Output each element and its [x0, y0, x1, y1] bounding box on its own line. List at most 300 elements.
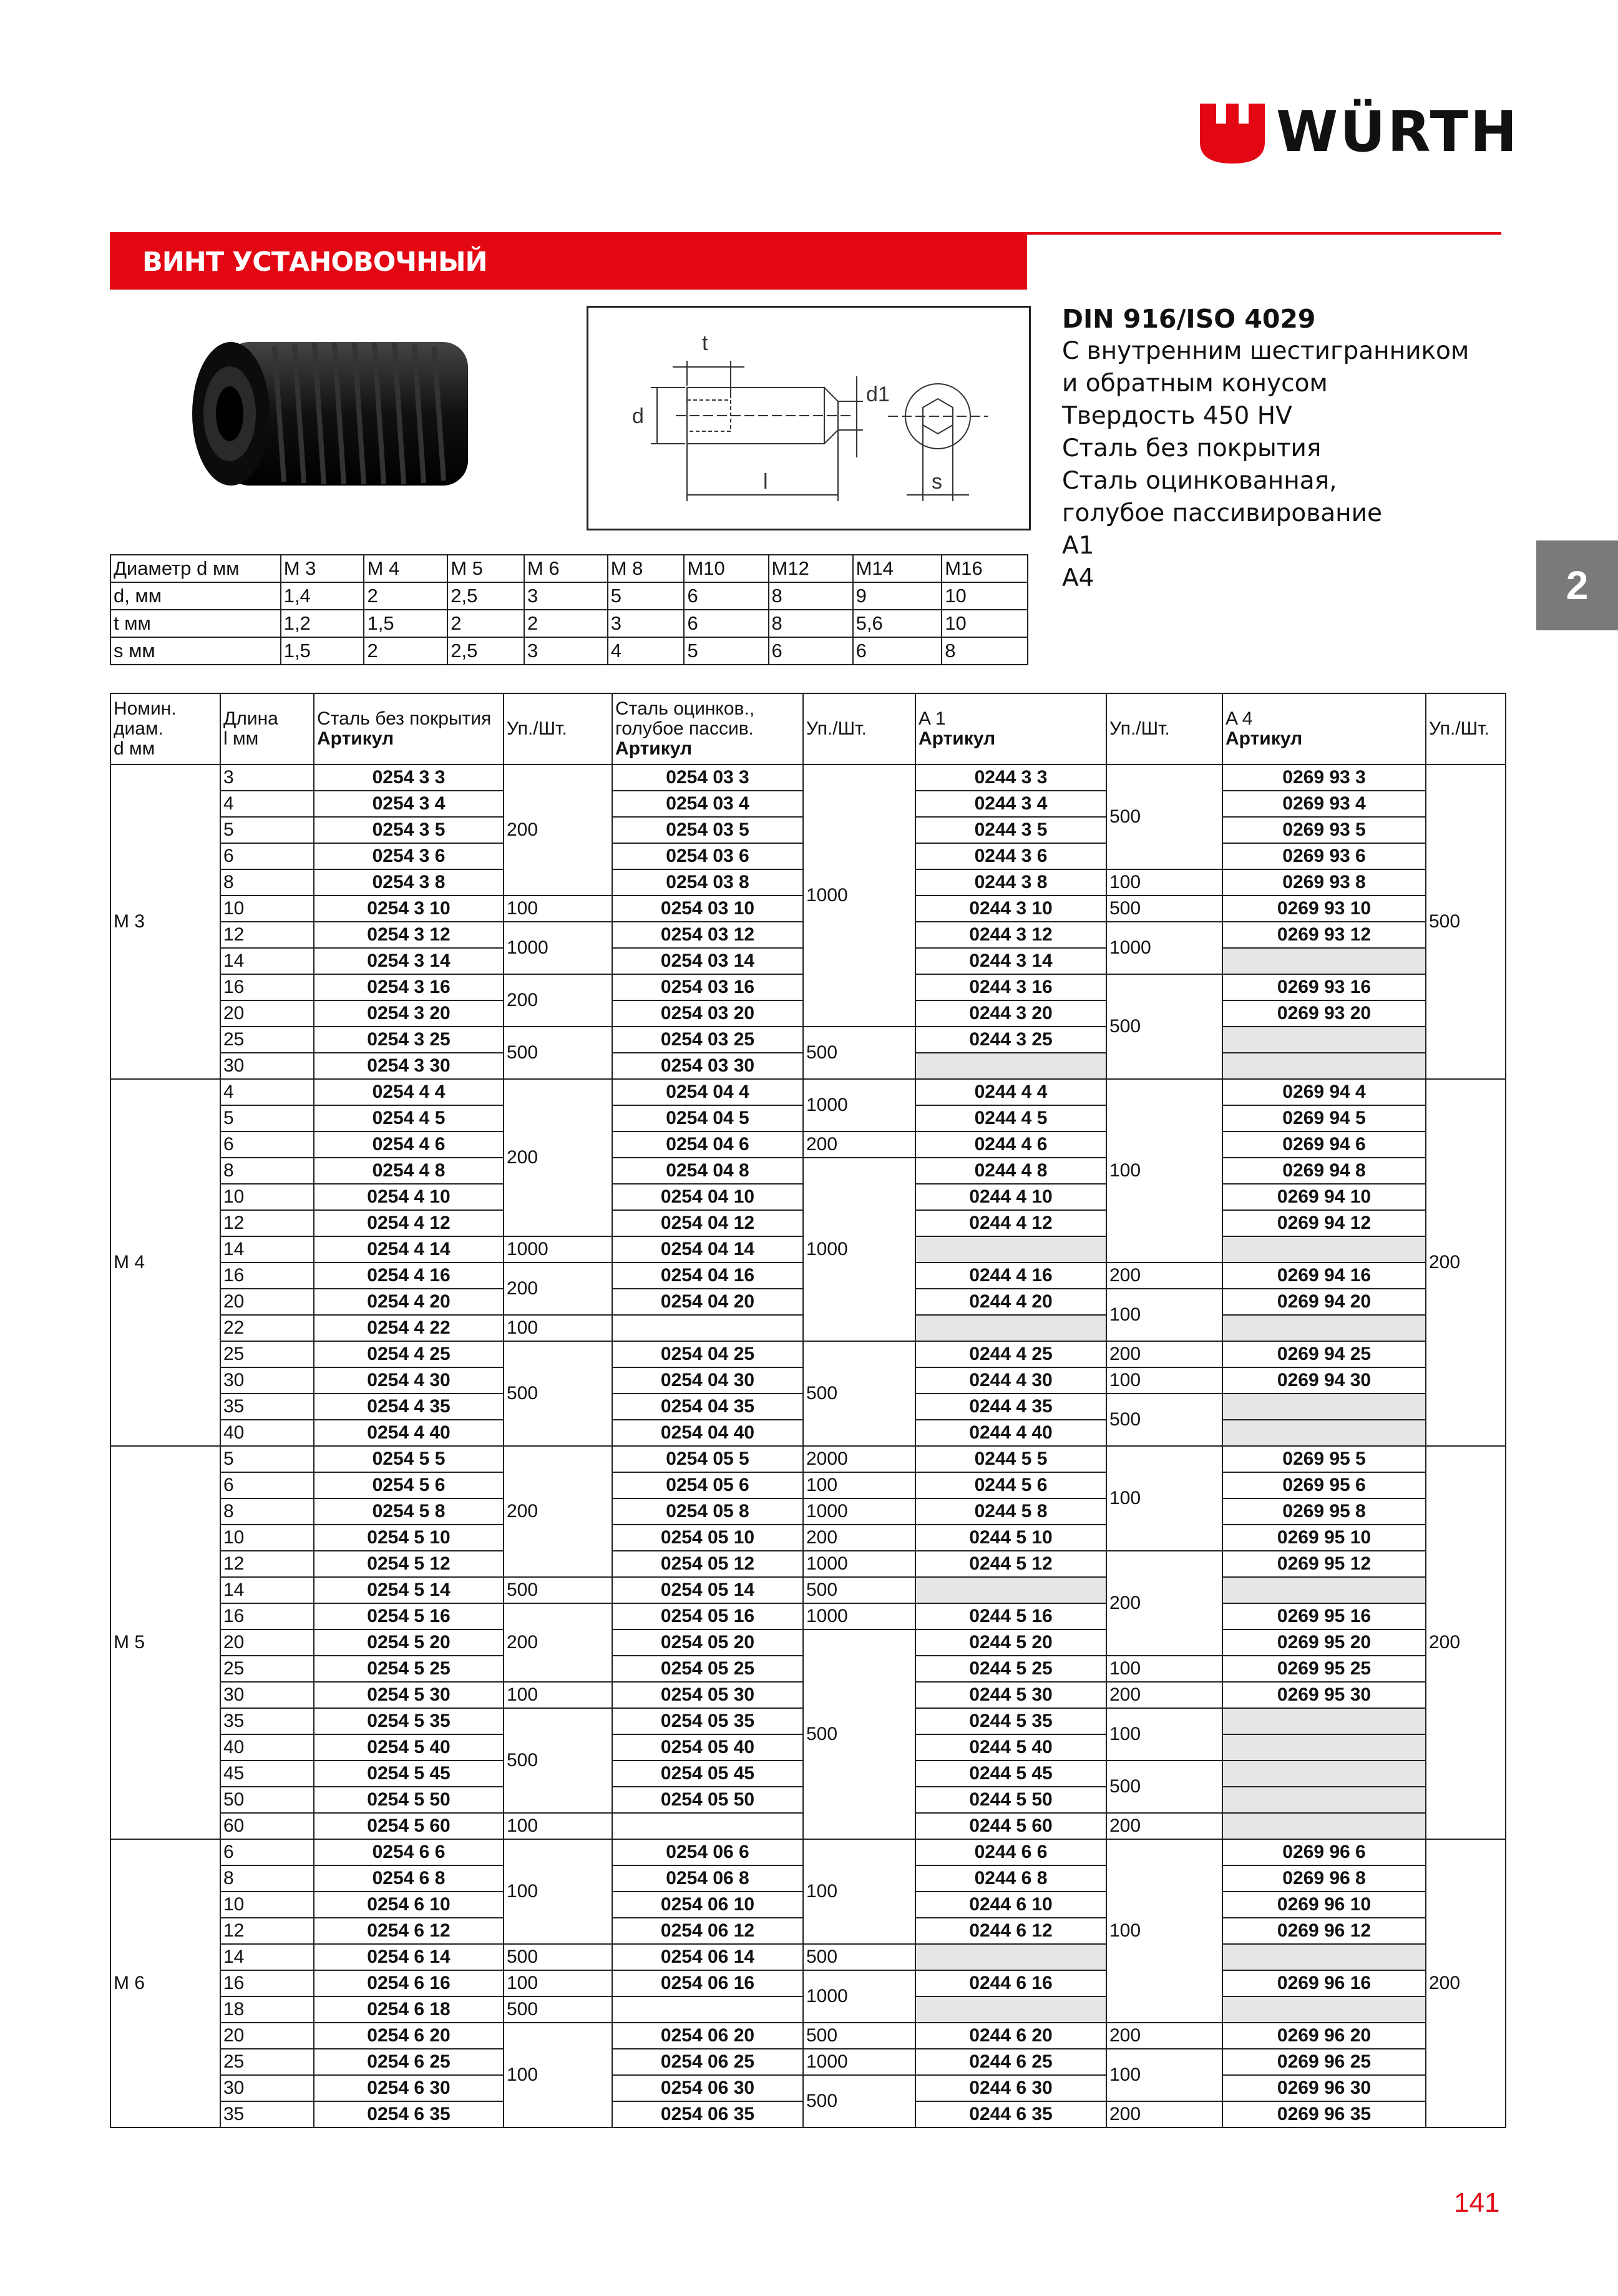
- col-a1-article: [915, 693, 1106, 765]
- steel-article-cell[interactable]: 0254 5 20: [314, 1629, 504, 1656]
- steel-article-cell[interactable]: 0254 5 30: [314, 1682, 504, 1708]
- zinc-article-cell[interactable]: 0254 06 35: [612, 2101, 803, 2127]
- a1-article-cell[interactable]: 0244 6 20: [915, 2023, 1106, 2049]
- zinc-article-cell[interactable]: 0254 05 50: [612, 1787, 803, 1813]
- steel-article-cell[interactable]: 0254 4 6: [314, 1131, 504, 1158]
- dimensions-table: [110, 554, 1028, 665]
- zinc-article-cell[interactable]: 0254 04 14: [612, 1236, 803, 1263]
- a4-article-cell[interactable]: 0269 96 12: [1222, 1918, 1426, 1944]
- steel-article-cell[interactable]: 0254 6 6: [314, 1839, 504, 1865]
- zinc-article-cell[interactable]: 0254 03 14: [612, 948, 803, 974]
- dims-cell: 1,5: [364, 610, 447, 637]
- zinc-article-cell[interactable]: 0254 04 20: [612, 1289, 803, 1315]
- zinc-article-cell[interactable]: 0254 03 3: [612, 765, 803, 791]
- zinc-article-cell[interactable]: 0254 06 14: [612, 1944, 803, 1970]
- zinc-article-cell[interactable]: 0254 06 12: [612, 1918, 803, 1944]
- a1-article-cell[interactable]: 0244 5 8: [915, 1498, 1106, 1525]
- zinc-article-cell[interactable]: 0254 03 10: [612, 896, 803, 922]
- length-cell: 12: [220, 1551, 314, 1577]
- steel-article-cell[interactable]: 0254 3 6: [314, 843, 504, 869]
- a1-article-cell[interactable]: 0244 3 8: [915, 869, 1106, 896]
- a1-article-cell[interactable]: 0244 4 16: [915, 1263, 1106, 1289]
- table-row: [110, 1970, 1506, 1996]
- a4-article-cell[interactable]: 0269 93 10: [1222, 896, 1426, 922]
- zinc-pack-cell: 2000: [803, 1446, 915, 1472]
- a1-article-cell: [915, 1577, 1106, 1603]
- zinc-article-cell[interactable]: 0254 06 6: [612, 1839, 803, 1865]
- steel-article-cell[interactable]: 0254 4 14: [314, 1236, 504, 1263]
- zinc-article-cell[interactable]: 0254 03 30: [612, 1053, 803, 1079]
- a4-article-cell[interactable]: 0269 93 8: [1222, 869, 1426, 896]
- a4-article-cell[interactable]: 0269 96 30: [1222, 2075, 1426, 2101]
- table-row: [110, 2023, 1506, 2049]
- table-row: [110, 1158, 1506, 1184]
- a1-article-cell[interactable]: 0244 3 20: [915, 1000, 1106, 1027]
- header-text: Сталь без покрытия: [317, 708, 492, 729]
- length-cell: 18: [220, 1996, 314, 2023]
- a4-article-cell[interactable]: 0269 95 25: [1222, 1656, 1426, 1682]
- a4-article-cell[interactable]: 0269 94 5: [1222, 1105, 1426, 1131]
- steel-article-cell[interactable]: 0254 3 8: [314, 869, 504, 896]
- a4-article-cell[interactable]: 0269 96 6: [1222, 1839, 1426, 1865]
- header-text: d мм: [114, 738, 155, 759]
- steel-pack-cell: 100: [504, 1682, 612, 1708]
- steel-article-cell[interactable]: 0254 6 12: [314, 1918, 504, 1944]
- steel-article-cell[interactable]: 0254 5 40: [314, 1734, 504, 1761]
- a1-article-cell[interactable]: 0244 4 10: [915, 1184, 1106, 1210]
- a1-article-cell[interactable]: 0244 5 5: [915, 1446, 1106, 1472]
- steel-pack-cell: 500: [504, 1944, 612, 1970]
- zinc-article-cell[interactable]: 0254 04 40: [612, 1420, 803, 1446]
- table-row: [110, 1551, 1506, 1577]
- a1-article-cell[interactable]: 0244 3 25: [915, 1027, 1106, 1053]
- header-text: Номин.: [114, 698, 177, 719]
- dims-cell: M10: [684, 555, 768, 582]
- table-row: [110, 1944, 1506, 1970]
- steel-article-cell[interactable]: 0254 6 14: [314, 1944, 504, 1970]
- a4-article-cell[interactable]: 0269 94 6: [1222, 1131, 1426, 1158]
- zinc-article-cell[interactable]: 0254 05 40: [612, 1734, 803, 1761]
- a4-article-cell[interactable]: 0269 96 25: [1222, 2049, 1426, 2075]
- a4-pack-cell: 500: [1426, 765, 1506, 1079]
- a1-article-cell[interactable]: 0244 5 6: [915, 1472, 1106, 1498]
- length-cell: 12: [220, 1918, 314, 1944]
- a1-article-cell[interactable]: 0244 5 20: [915, 1629, 1106, 1656]
- a1-pack-cell: 100: [1106, 1656, 1222, 1682]
- a4-article-cell[interactable]: 0269 93 20: [1222, 1000, 1426, 1027]
- header-text: диам.: [114, 718, 163, 739]
- a1-article-cell[interactable]: 0244 3 6: [915, 843, 1106, 869]
- zinc-article-cell[interactable]: 0254 04 30: [612, 1367, 803, 1394]
- steel-article-cell[interactable]: 0254 3 20: [314, 1000, 504, 1027]
- length-cell: 14: [220, 1236, 314, 1263]
- steel-article-cell[interactable]: 0254 4 4: [314, 1079, 504, 1105]
- a1-article-cell[interactable]: 0244 5 40: [915, 1734, 1106, 1761]
- steel-article-cell[interactable]: 0254 4 40: [314, 1420, 504, 1446]
- a4-article-cell[interactable]: 0269 93 4: [1222, 791, 1426, 817]
- a1-pack-cell: 200: [1106, 2101, 1222, 2127]
- steel-article-cell[interactable]: 0254 6 16: [314, 1970, 504, 1996]
- a1-article-cell[interactable]: 0244 5 10: [915, 1525, 1106, 1551]
- dims-cell: M12: [769, 555, 853, 582]
- length-cell: 14: [220, 1577, 314, 1603]
- steel-article-cell[interactable]: 0254 5 45: [314, 1761, 504, 1787]
- zinc-article-cell[interactable]: 0254 03 12: [612, 922, 803, 948]
- table-row: [110, 1525, 1506, 1551]
- zinc-pack-cell: 1000: [803, 765, 915, 1027]
- steel-article-cell[interactable]: 0254 6 35: [314, 2101, 504, 2127]
- a4-article-cell: [1222, 1813, 1426, 1839]
- steel-article-cell[interactable]: 0254 6 18: [314, 1996, 504, 2023]
- steel-article-cell[interactable]: 0254 3 30: [314, 1053, 504, 1079]
- steel-article-cell[interactable]: 0254 3 12: [314, 922, 504, 948]
- desc-line: A4: [1062, 564, 1094, 592]
- a1-article-cell[interactable]: 0244 4 5: [915, 1105, 1106, 1131]
- steel-article-cell[interactable]: 0254 5 8: [314, 1498, 504, 1525]
- dims-cell: 6: [684, 582, 768, 610]
- dims-cell: 2: [364, 637, 447, 665]
- length-cell: 6: [220, 1472, 314, 1498]
- a4-article-cell[interactable]: 0269 95 30: [1222, 1682, 1426, 1708]
- zinc-article-cell[interactable]: 0254 04 6: [612, 1131, 803, 1158]
- table-row: [110, 1131, 1506, 1158]
- a4-article-cell[interactable]: 0269 95 8: [1222, 1498, 1426, 1525]
- a1-article-cell[interactable]: 0244 6 6: [915, 1839, 1106, 1865]
- a4-article-cell[interactable]: 0269 94 16: [1222, 1263, 1426, 1289]
- zinc-article-cell[interactable]: 0254 05 16: [612, 1603, 803, 1629]
- steel-article-cell[interactable]: 0254 5 60: [314, 1813, 504, 1839]
- a4-article-cell[interactable]: 0269 94 25: [1222, 1341, 1426, 1367]
- steel-article-cell[interactable]: 0254 4 20: [314, 1289, 504, 1315]
- a1-article-cell[interactable]: 0244 5 25: [915, 1656, 1106, 1682]
- a4-article-cell[interactable]: 0269 93 12: [1222, 922, 1426, 948]
- steel-article-cell[interactable]: 0254 3 5: [314, 817, 504, 843]
- nominal-diameter-cell: M 3: [110, 765, 220, 1079]
- steel-pack-cell: 500: [504, 1577, 612, 1603]
- a4-article-cell[interactable]: 0269 95 5: [1222, 1446, 1426, 1472]
- length-cell: 20: [220, 2023, 314, 2049]
- steel-article-cell[interactable]: 0254 3 25: [314, 1027, 504, 1053]
- a1-article-cell[interactable]: 0244 4 12: [915, 1210, 1106, 1236]
- zinc-pack-cell: 1000: [803, 1603, 915, 1629]
- a4-article-cell[interactable]: 0269 95 16: [1222, 1603, 1426, 1629]
- a4-article-cell[interactable]: 0269 93 6: [1222, 843, 1426, 869]
- header-text: Артикул: [1226, 728, 1303, 749]
- zinc-article-cell[interactable]: 0254 05 10: [612, 1525, 803, 1551]
- a1-article-cell[interactable]: 0244 4 20: [915, 1289, 1106, 1315]
- steel-article-cell[interactable]: 0254 6 25: [314, 2049, 504, 2075]
- zinc-article-cell[interactable]: 0254 06 16: [612, 1970, 803, 1996]
- table-row: [110, 1839, 1506, 1865]
- steel-pack-cell: 100: [504, 896, 612, 922]
- desc-line: голубое пассивирование: [1062, 499, 1382, 527]
- zinc-article-cell[interactable]: 0254 03 8: [612, 869, 803, 896]
- a4-article-cell[interactable]: 0269 96 20: [1222, 2023, 1426, 2049]
- steel-article-cell[interactable]: 0254 5 5: [314, 1446, 504, 1472]
- header-text: l мм: [223, 728, 259, 749]
- length-cell: 4: [220, 791, 314, 817]
- zinc-article-cell[interactable]: 0254 03 25: [612, 1027, 803, 1053]
- zinc-article-cell[interactable]: 0254 04 25: [612, 1341, 803, 1367]
- wurth-logo: [1195, 99, 1519, 169]
- length-cell: 50: [220, 1787, 314, 1813]
- length-cell: 3: [220, 765, 314, 791]
- steel-article-cell[interactable]: 0254 6 10: [314, 1892, 504, 1918]
- steel-article-cell[interactable]: 0254 4 10: [314, 1184, 504, 1210]
- steel-article-cell[interactable]: 0254 3 10: [314, 896, 504, 922]
- a4-article-cell[interactable]: 0269 93 16: [1222, 974, 1426, 1000]
- zinc-article-cell[interactable]: 0254 05 35: [612, 1708, 803, 1734]
- a1-pack-cell: 200: [1106, 1263, 1222, 1289]
- zinc-article-cell[interactable]: 0254 04 12: [612, 1210, 803, 1236]
- zinc-article-cell[interactable]: 0254 04 5: [612, 1105, 803, 1131]
- zinc-article-cell[interactable]: 0254 03 4: [612, 791, 803, 817]
- a1-article-cell[interactable]: 0244 6 8: [915, 1865, 1106, 1892]
- a1-article-cell[interactable]: 0244 6 10: [915, 1892, 1106, 1918]
- zinc-article-cell[interactable]: 0254 05 5: [612, 1446, 803, 1472]
- a1-article-cell[interactable]: 0244 3 14: [915, 948, 1106, 974]
- zinc-article-cell[interactable]: 0254 04 16: [612, 1263, 803, 1289]
- zinc-article-cell[interactable]: 0254 05 20: [612, 1629, 803, 1656]
- a1-article-cell[interactable]: 0244 5 30: [915, 1682, 1106, 1708]
- zinc-article-cell[interactable]: 0254 04 4: [612, 1079, 803, 1105]
- steel-pack-cell: 200: [504, 974, 612, 1027]
- a4-article-cell[interactable]: 0269 96 16: [1222, 1970, 1426, 1996]
- article-table: [110, 693, 1506, 2128]
- a1-article-cell[interactable]: 0244 6 12: [915, 1918, 1106, 1944]
- a4-article-cell[interactable]: 0269 96 10: [1222, 1892, 1426, 1918]
- header-text: Длина: [223, 708, 278, 729]
- a4-article-cell[interactable]: 0269 95 10: [1222, 1525, 1426, 1551]
- steel-pack-cell: 100: [504, 1970, 612, 1996]
- col-zinc-pack: Уп./Шт.: [803, 693, 915, 765]
- a1-article-cell[interactable]: 0244 5 50: [915, 1787, 1106, 1813]
- a1-article-cell[interactable]: 0244 4 8: [915, 1158, 1106, 1184]
- a4-article-cell[interactable]: 0269 94 8: [1222, 1158, 1426, 1184]
- a4-article-cell[interactable]: 0269 95 6: [1222, 1472, 1426, 1498]
- table-row: [110, 1629, 1506, 1656]
- zinc-article-cell[interactable]: 0254 06 30: [612, 2075, 803, 2101]
- a4-article-cell[interactable]: 0269 94 10: [1222, 1184, 1426, 1210]
- steel-pack-cell: 200: [504, 1446, 612, 1577]
- a4-article-cell[interactable]: 0269 93 3: [1222, 765, 1426, 791]
- a1-article-cell[interactable]: 0244 5 12: [915, 1551, 1106, 1577]
- dims-cell: M16: [942, 555, 1028, 582]
- a1-article-cell[interactable]: 0244 6 25: [915, 2049, 1106, 2075]
- table-row: [110, 1341, 1506, 1367]
- steel-pack-cell: 1000: [504, 1236, 612, 1263]
- length-cell: 30: [220, 1682, 314, 1708]
- header-text: Сталь оцинков.,: [615, 698, 755, 719]
- zinc-pack-cell: 500: [803, 1629, 915, 1839]
- dims-cell: 9: [853, 582, 942, 610]
- a4-article-cell[interactable]: 0269 95 12: [1222, 1551, 1426, 1577]
- zinc-article-cell[interactable]: 0254 05 30: [612, 1682, 803, 1708]
- zinc-article-cell[interactable]: 0254 06 20: [612, 2023, 803, 2049]
- a1-pack-cell: 1000: [1106, 922, 1222, 974]
- a1-pack-cell: 200: [1106, 1341, 1222, 1367]
- a4-article-cell[interactable]: 0269 95 20: [1222, 1629, 1426, 1656]
- table-row: [110, 1498, 1506, 1525]
- table-row: [110, 2075, 1506, 2101]
- steel-article-cell[interactable]: 0254 4 22: [314, 1315, 504, 1341]
- a1-article-cell[interactable]: 0244 5 45: [915, 1761, 1106, 1787]
- a1-article-cell[interactable]: 0244 5 35: [915, 1708, 1106, 1734]
- length-cell: 35: [220, 1394, 314, 1420]
- steel-article-cell[interactable]: 0254 6 8: [314, 1865, 504, 1892]
- steel-article-cell[interactable]: 0254 6 30: [314, 2075, 504, 2101]
- a1-article-cell[interactable]: 0244 4 6: [915, 1131, 1106, 1158]
- a4-article-cell[interactable]: 0269 94 20: [1222, 1289, 1426, 1315]
- a4-article-cell[interactable]: 0269 94 4: [1222, 1079, 1426, 1105]
- zinc-article-cell[interactable]: 0254 03 16: [612, 974, 803, 1000]
- a1-pack-cell: 100: [1106, 2049, 1222, 2101]
- steel-article-cell[interactable]: 0254 5 12: [314, 1551, 504, 1577]
- zinc-article-cell[interactable]: 0254 05 8: [612, 1498, 803, 1525]
- steel-article-cell[interactable]: 0254 5 35: [314, 1708, 504, 1734]
- dims-cell: 10: [942, 610, 1028, 637]
- zinc-article-cell[interactable]: 0254 03 5: [612, 817, 803, 843]
- steel-article-cell[interactable]: 0254 6 20: [314, 2023, 504, 2049]
- zinc-article-cell[interactable]: 0254 03 6: [612, 843, 803, 869]
- a1-pack-cell: 200: [1106, 1813, 1222, 1839]
- a1-article-cell[interactable]: 0244 4 25: [915, 1341, 1106, 1367]
- zinc-article-cell[interactable]: 0254 06 10: [612, 1892, 803, 1918]
- zinc-pack-cell: 500: [803, 1944, 915, 1970]
- a1-article-cell[interactable]: 0244 4 30: [915, 1367, 1106, 1394]
- a1-article-cell[interactable]: 0244 3 16: [915, 974, 1106, 1000]
- zinc-article-cell[interactable]: 0254 06 8: [612, 1865, 803, 1892]
- steel-article-cell[interactable]: 0254 4 25: [314, 1341, 504, 1367]
- dims-cell: 1,4: [281, 582, 364, 610]
- length-cell: 6: [220, 843, 314, 869]
- a1-article-cell[interactable]: 0244 3 5: [915, 817, 1106, 843]
- dims-cell: 10: [942, 582, 1028, 610]
- a4-article-cell[interactable]: 0269 96 35: [1222, 2101, 1426, 2127]
- a1-article-cell[interactable]: 0244 4 40: [915, 1420, 1106, 1446]
- zinc-article-cell[interactable]: 0254 05 14: [612, 1577, 803, 1603]
- steel-article-cell[interactable]: 0254 4 35: [314, 1394, 504, 1420]
- a4-article-cell[interactable]: 0269 93 5: [1222, 817, 1426, 843]
- steel-article-cell[interactable]: 0254 3 3: [314, 765, 504, 791]
- steel-article-cell[interactable]: 0254 3 16: [314, 974, 504, 1000]
- dims-row-label: Диаметр d мм: [110, 555, 281, 582]
- a1-pack-cell: 100: [1106, 1367, 1222, 1394]
- a1-article-cell[interactable]: 0244 3 12: [915, 922, 1106, 948]
- steel-article-cell[interactable]: 0254 4 5: [314, 1105, 504, 1131]
- desc-line: A1: [1062, 532, 1094, 560]
- a4-article-cell[interactable]: 0269 94 30: [1222, 1367, 1426, 1394]
- zinc-pack-cell: 1000: [803, 1158, 915, 1341]
- steel-article-cell[interactable]: 0254 4 30: [314, 1367, 504, 1394]
- table-row: [110, 1472, 1506, 1498]
- zinc-article-cell[interactable]: 0254 05 45: [612, 1761, 803, 1787]
- steel-article-cell[interactable]: 0254 5 16: [314, 1603, 504, 1629]
- length-cell: 16: [220, 1603, 314, 1629]
- a1-pack-cell: 200: [1106, 2023, 1222, 2049]
- steel-article-cell[interactable]: 0254 4 16: [314, 1263, 504, 1289]
- a4-pack-cell: 200: [1426, 1079, 1506, 1446]
- a1-article-cell[interactable]: 0244 6 30: [915, 2075, 1106, 2101]
- a1-article-cell[interactable]: 0244 5 16: [915, 1603, 1106, 1629]
- a1-article-cell[interactable]: 0244 5 60: [915, 1813, 1106, 1839]
- a1-article-cell[interactable]: 0244 3 10: [915, 896, 1106, 922]
- dims-cell: 1,5: [281, 637, 364, 665]
- a1-article-cell[interactable]: 0244 3 4: [915, 791, 1106, 817]
- label-s: s: [932, 470, 942, 494]
- dims-cell: 2: [524, 610, 608, 637]
- steel-pack-cell: 100: [504, 1315, 612, 1341]
- a4-article-cell: [1222, 1787, 1426, 1813]
- steel-pack-cell: 1000: [504, 922, 612, 974]
- length-cell: 30: [220, 1367, 314, 1394]
- zinc-article-cell[interactable]: 0254 04 35: [612, 1394, 803, 1420]
- zinc-article-cell: [612, 1813, 803, 1839]
- length-cell: 5: [220, 1105, 314, 1131]
- dims-cell: 8: [942, 637, 1028, 665]
- dims-row: [110, 637, 1028, 665]
- zinc-article-cell[interactable]: 0254 05 6: [612, 1472, 803, 1498]
- steel-pack-cell: 200: [504, 1603, 612, 1682]
- zinc-article-cell[interactable]: 0254 04 8: [612, 1158, 803, 1184]
- dims-row-label: s мм: [110, 637, 281, 665]
- a1-pack-cell: 100: [1106, 1079, 1222, 1263]
- steel-article-cell[interactable]: 0254 3 14: [314, 948, 504, 974]
- steel-pack-cell: 200: [504, 1263, 612, 1315]
- table-row: [110, 1027, 1506, 1053]
- length-cell: 10: [220, 1184, 314, 1210]
- dims-cell: 1,2: [281, 610, 364, 637]
- header-text: A 4: [1226, 708, 1253, 729]
- a1-article-cell[interactable]: 0244 4 35: [915, 1394, 1106, 1420]
- label-t: t: [702, 331, 708, 355]
- section-tab[interactable]: 2: [1536, 540, 1618, 630]
- a1-article-cell[interactable]: 0244 6 16: [915, 1970, 1106, 1996]
- a4-article-cell: [1222, 1394, 1426, 1420]
- zinc-article-cell[interactable]: 0254 03 20: [612, 1000, 803, 1027]
- col-steel-pack: Уп./Шт.: [504, 693, 612, 765]
- a1-pack-cell: 500: [1106, 1761, 1222, 1813]
- steel-pack-cell: 500: [504, 1996, 612, 2023]
- steel-article-cell[interactable]: 0254 4 12: [314, 1210, 504, 1236]
- steel-article-cell[interactable]: 0254 5 14: [314, 1577, 504, 1603]
- steel-article-cell[interactable]: 0254 3 4: [314, 791, 504, 817]
- zinc-article-cell[interactable]: 0254 05 25: [612, 1656, 803, 1682]
- a4-article-cell[interactable]: 0269 96 8: [1222, 1865, 1426, 1892]
- a4-article-cell[interactable]: 0269 94 12: [1222, 1210, 1426, 1236]
- a1-article-cell[interactable]: 0244 3 3: [915, 765, 1106, 791]
- length-cell: 35: [220, 2101, 314, 2127]
- table-row: [110, 2049, 1506, 2075]
- nominal-diameter-cell: M 4: [110, 1079, 220, 1446]
- a1-article-cell[interactable]: 0244 4 4: [915, 1079, 1106, 1105]
- steel-article-cell[interactable]: 0254 5 6: [314, 1472, 504, 1498]
- zinc-pack-cell: 100: [803, 1839, 915, 1944]
- table-row: [110, 1577, 1506, 1603]
- header-text: A 1: [919, 708, 946, 729]
- zinc-article-cell[interactable]: 0254 05 12: [612, 1551, 803, 1577]
- steel-article-cell[interactable]: 0254 5 25: [314, 1656, 504, 1682]
- steel-article-cell[interactable]: 0254 4 8: [314, 1158, 504, 1184]
- zinc-article-cell[interactable]: 0254 06 25: [612, 2049, 803, 2075]
- a1-article-cell[interactable]: 0244 6 35: [915, 2101, 1106, 2127]
- length-cell: 16: [220, 974, 314, 1000]
- steel-article-cell[interactable]: 0254 5 10: [314, 1525, 504, 1551]
- steel-article-cell[interactable]: 0254 5 50: [314, 1787, 504, 1813]
- col-length: [220, 693, 314, 765]
- steel-pack-cell: 500: [504, 1708, 612, 1813]
- zinc-article-cell[interactable]: 0254 04 10: [612, 1184, 803, 1210]
